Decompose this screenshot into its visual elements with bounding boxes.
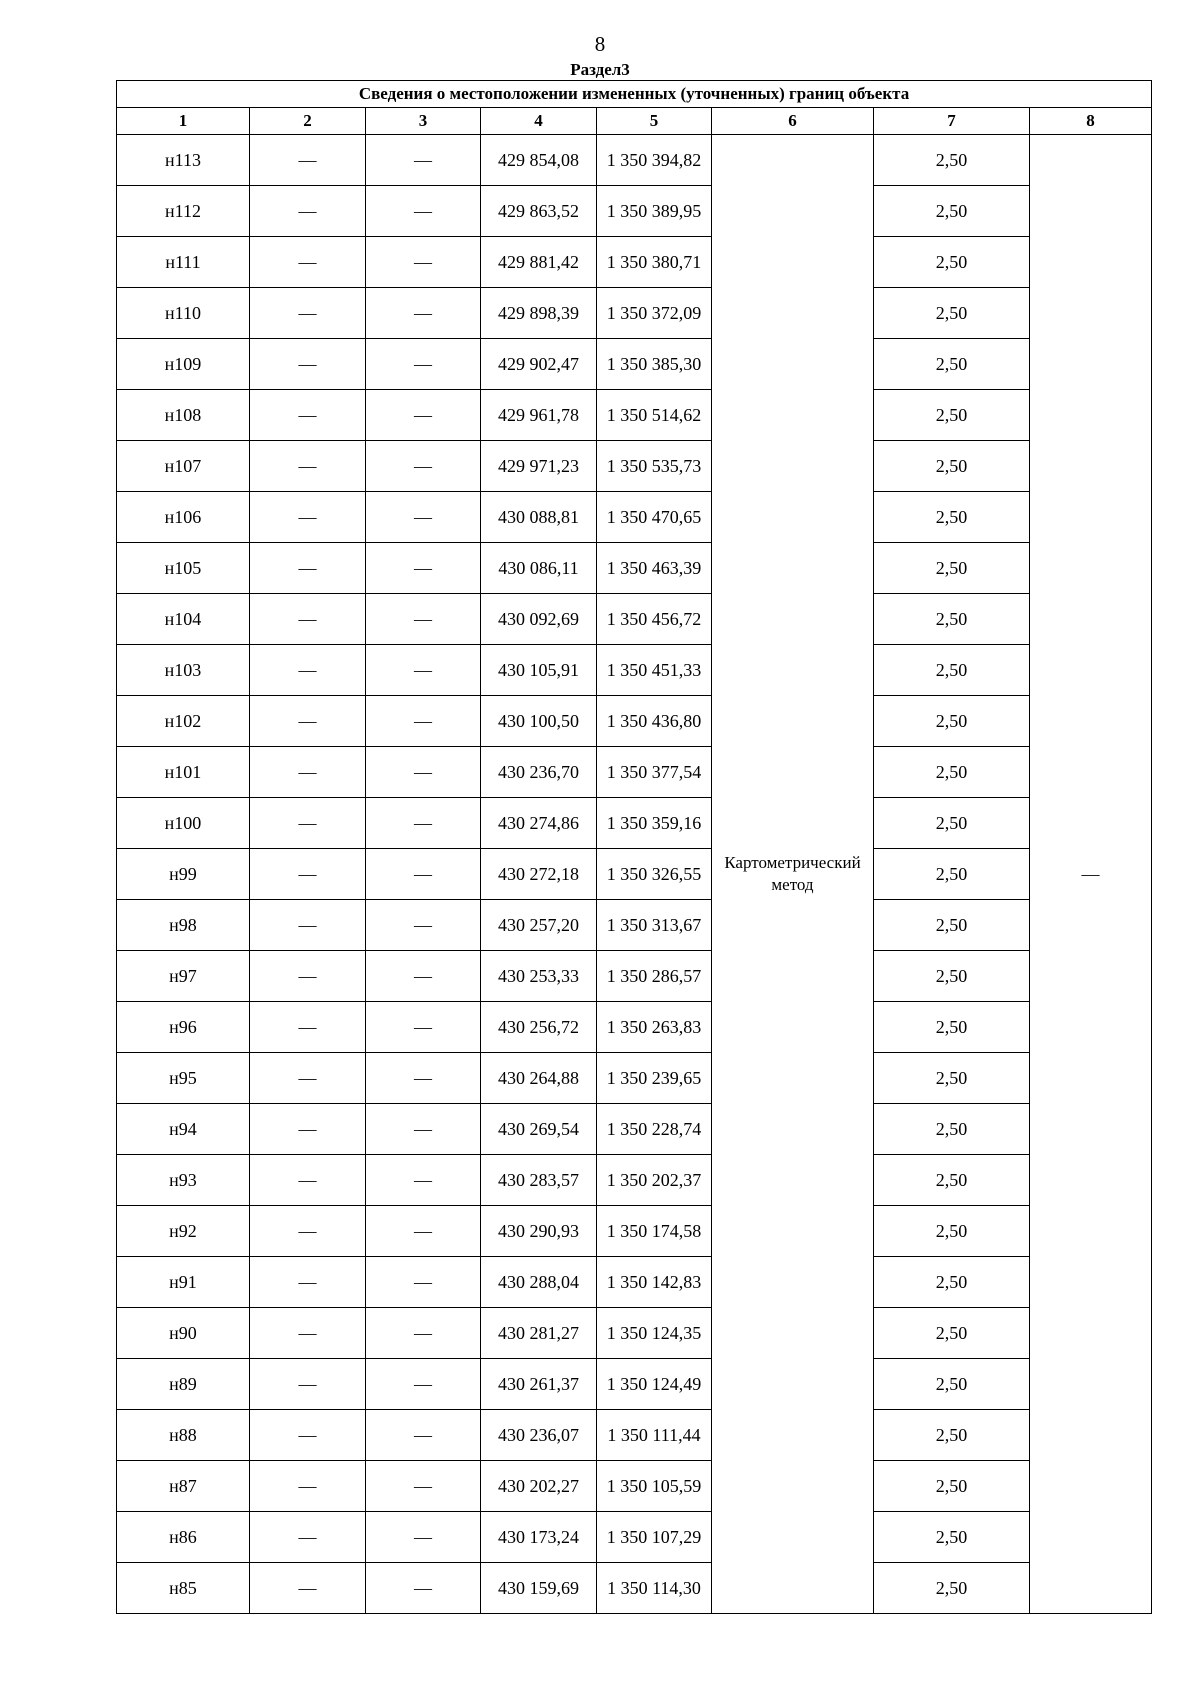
column3-cell: — <box>366 237 481 288</box>
point-cell: н98 <box>117 900 250 951</box>
boundary-coordinates-table <box>116 80 1152 1614</box>
point-cell: н105 <box>117 543 250 594</box>
column3-cell: — <box>366 1002 481 1053</box>
column2-cell: — <box>250 1002 366 1053</box>
column2-cell: — <box>250 798 366 849</box>
y-coordinate-cell: 1 350 124,49 <box>597 1359 712 1410</box>
column-number-row <box>117 108 1152 135</box>
x-coordinate-cell: 430 100,50 <box>481 696 597 747</box>
x-coordinate-cell: 430 283,57 <box>481 1155 597 1206</box>
point-cell: н91 <box>117 1257 250 1308</box>
table-row <box>117 1563 1152 1614</box>
table-row <box>117 1512 1152 1563</box>
y-coordinate-cell: 1 350 436,80 <box>597 696 712 747</box>
accuracy-cell: 2,50 <box>874 1002 1030 1053</box>
table-row <box>117 186 1152 237</box>
table-row <box>117 1359 1152 1410</box>
column-number: 1 <box>117 108 250 135</box>
column2-cell: — <box>250 594 366 645</box>
point-cell: н109 <box>117 339 250 390</box>
accuracy-cell: 2,50 <box>874 1053 1030 1104</box>
table-caption: Сведения о местоположении измененных (уточненных) границ объекта <box>117 81 1152 108</box>
accuracy-cell: 2,50 <box>874 951 1030 1002</box>
table-row <box>117 1410 1152 1461</box>
table-row <box>117 492 1152 543</box>
column-number: 8 <box>1030 108 1152 135</box>
accuracy-cell: 2,50 <box>874 747 1030 798</box>
y-coordinate-cell: 1 350 263,83 <box>597 1002 712 1053</box>
y-coordinate-cell: 1 350 239,65 <box>597 1053 712 1104</box>
accuracy-cell: 2,50 <box>874 543 1030 594</box>
x-coordinate-cell: 430 159,69 <box>481 1563 597 1614</box>
table-row <box>117 849 1152 900</box>
x-coordinate-cell: 429 971,23 <box>481 441 597 492</box>
table-row <box>117 135 1152 186</box>
column3-cell: — <box>366 1155 481 1206</box>
y-coordinate-cell: 1 350 451,33 <box>597 645 712 696</box>
column3-cell: — <box>366 543 481 594</box>
x-coordinate-cell: 430 290,93 <box>481 1206 597 1257</box>
column2-cell: — <box>250 543 366 594</box>
x-coordinate-cell: 430 202,27 <box>481 1461 597 1512</box>
y-coordinate-cell: 1 350 326,55 <box>597 849 712 900</box>
y-coordinate-cell: 1 350 142,83 <box>597 1257 712 1308</box>
x-coordinate-cell: 430 105,91 <box>481 645 597 696</box>
column2-cell: — <box>250 1359 366 1410</box>
accuracy-cell: 2,50 <box>874 288 1030 339</box>
point-cell: н104 <box>117 594 250 645</box>
column3-cell: — <box>366 390 481 441</box>
column-number: 6 <box>712 108 874 135</box>
x-coordinate-cell: 429 898,39 <box>481 288 597 339</box>
column3-cell: — <box>366 1512 481 1563</box>
section-title: Раздел3 <box>570 60 630 79</box>
accuracy-cell: 2,50 <box>874 849 1030 900</box>
table-row <box>117 339 1152 390</box>
x-coordinate-cell: 430 257,20 <box>481 900 597 951</box>
accuracy-cell: 2,50 <box>874 1359 1030 1410</box>
column2-cell: — <box>250 1257 366 1308</box>
table-row <box>117 1257 1152 1308</box>
table-row <box>117 1002 1152 1053</box>
point-cell: н101 <box>117 747 250 798</box>
point-cell: н110 <box>117 288 250 339</box>
column3-cell: — <box>366 339 481 390</box>
accuracy-cell: 2,50 <box>874 186 1030 237</box>
x-coordinate-cell: 430 236,07 <box>481 1410 597 1461</box>
x-coordinate-cell: 430 281,27 <box>481 1308 597 1359</box>
column2-cell: — <box>250 1104 366 1155</box>
column2-cell: — <box>250 492 366 543</box>
table-row <box>117 1155 1152 1206</box>
x-coordinate-cell: 430 088,81 <box>481 492 597 543</box>
accuracy-cell: 2,50 <box>874 1308 1030 1359</box>
table-row <box>117 1206 1152 1257</box>
y-coordinate-cell: 1 350 286,57 <box>597 951 712 1002</box>
x-coordinate-cell: 429 881,42 <box>481 237 597 288</box>
point-cell: н94 <box>117 1104 250 1155</box>
point-cell: н112 <box>117 186 250 237</box>
y-coordinate-cell: 1 350 389,95 <box>597 186 712 237</box>
point-cell: н96 <box>117 1002 250 1053</box>
point-cell: н85 <box>117 1563 250 1614</box>
point-cell: н99 <box>117 849 250 900</box>
point-cell: н102 <box>117 696 250 747</box>
y-coordinate-cell: 1 350 463,39 <box>597 543 712 594</box>
column2-cell: — <box>250 645 366 696</box>
column3-cell: — <box>366 1410 481 1461</box>
accuracy-cell: 2,50 <box>874 594 1030 645</box>
column3-cell: — <box>366 1104 481 1155</box>
column2-cell: — <box>250 1512 366 1563</box>
column3-cell: — <box>366 1053 481 1104</box>
column3-cell: — <box>366 441 481 492</box>
x-coordinate-cell: 430 256,72 <box>481 1002 597 1053</box>
column3-cell: — <box>366 1257 481 1308</box>
point-cell: н89 <box>117 1359 250 1410</box>
accuracy-cell: 2,50 <box>874 1206 1030 1257</box>
y-coordinate-cell: 1 350 202,37 <box>597 1155 712 1206</box>
point-cell: н111 <box>117 237 250 288</box>
table-row <box>117 798 1152 849</box>
column2-cell: — <box>250 441 366 492</box>
accuracy-cell: 2,50 <box>874 441 1030 492</box>
table-row <box>117 441 1152 492</box>
x-coordinate-cell: 430 173,24 <box>481 1512 597 1563</box>
point-cell: н103 <box>117 645 250 696</box>
x-coordinate-cell: 429 863,52 <box>481 186 597 237</box>
y-coordinate-cell: 1 350 359,16 <box>597 798 712 849</box>
y-coordinate-cell: 1 350 385,30 <box>597 339 712 390</box>
x-coordinate-cell: 430 274,86 <box>481 798 597 849</box>
y-coordinate-cell: 1 350 105,59 <box>597 1461 712 1512</box>
y-coordinate-cell: 1 350 535,73 <box>597 441 712 492</box>
accuracy-cell: 2,50 <box>874 1104 1030 1155</box>
x-coordinate-cell: 430 236,70 <box>481 747 597 798</box>
accuracy-cell: 2,50 <box>874 900 1030 951</box>
column2-cell: — <box>250 1563 366 1614</box>
x-coordinate-cell: 430 288,04 <box>481 1257 597 1308</box>
y-coordinate-cell: 1 350 174,58 <box>597 1206 712 1257</box>
point-cell: н88 <box>117 1410 250 1461</box>
column2-cell: — <box>250 135 366 186</box>
table-body <box>117 135 1152 1614</box>
column3-cell: — <box>366 951 481 1002</box>
point-cell: н86 <box>117 1512 250 1563</box>
accuracy-cell: 2,50 <box>874 798 1030 849</box>
column2-cell: — <box>250 1206 366 1257</box>
accuracy-cell: 2,50 <box>874 1410 1030 1461</box>
column2-cell: — <box>250 1308 366 1359</box>
accuracy-cell: 2,50 <box>874 339 1030 390</box>
column3-cell: — <box>366 288 481 339</box>
accuracy-cell: 2,50 <box>874 492 1030 543</box>
column2-cell: — <box>250 237 366 288</box>
x-coordinate-cell: 429 961,78 <box>481 390 597 441</box>
x-coordinate-cell: 430 092,69 <box>481 594 597 645</box>
y-coordinate-cell: 1 350 111,44 <box>597 1410 712 1461</box>
column3-cell: — <box>366 900 481 951</box>
point-cell: н106 <box>117 492 250 543</box>
column8-cell: — <box>1030 135 1152 1614</box>
x-coordinate-cell: 430 269,54 <box>481 1104 597 1155</box>
y-coordinate-cell: 1 350 114,30 <box>597 1563 712 1614</box>
column-number: 4 <box>481 108 597 135</box>
table-row <box>117 900 1152 951</box>
accuracy-cell: 2,50 <box>874 1563 1030 1614</box>
point-cell: н108 <box>117 390 250 441</box>
table-row <box>117 1053 1152 1104</box>
table-row <box>117 1104 1152 1155</box>
method-cell: Картометрический метод <box>712 135 874 1614</box>
column3-cell: — <box>366 1359 481 1410</box>
table-row <box>117 747 1152 798</box>
accuracy-cell: 2,50 <box>874 1512 1030 1563</box>
column3-cell: — <box>366 747 481 798</box>
column2-cell: — <box>250 1155 366 1206</box>
y-coordinate-cell: 1 350 380,71 <box>597 237 712 288</box>
column-number: 7 <box>874 108 1030 135</box>
point-cell: н100 <box>117 798 250 849</box>
column3-cell: — <box>366 1206 481 1257</box>
column3-cell: — <box>366 798 481 849</box>
accuracy-cell: 2,50 <box>874 1461 1030 1512</box>
column2-cell: — <box>250 186 366 237</box>
y-coordinate-cell: 1 350 124,35 <box>597 1308 712 1359</box>
column2-cell: — <box>250 390 366 441</box>
y-coordinate-cell: 1 350 514,62 <box>597 390 712 441</box>
accuracy-cell: 2,50 <box>874 390 1030 441</box>
column3-cell: — <box>366 696 481 747</box>
point-cell: н93 <box>117 1155 250 1206</box>
table-row <box>117 1308 1152 1359</box>
x-coordinate-cell: 430 086,11 <box>481 543 597 594</box>
y-coordinate-cell: 1 350 372,09 <box>597 288 712 339</box>
point-cell: н87 <box>117 1461 250 1512</box>
x-coordinate-cell: 429 854,08 <box>481 135 597 186</box>
column2-cell: — <box>250 849 366 900</box>
y-coordinate-cell: 1 350 228,74 <box>597 1104 712 1155</box>
table-row <box>117 594 1152 645</box>
y-coordinate-cell: 1 350 470,65 <box>597 492 712 543</box>
column2-cell: — <box>250 288 366 339</box>
column2-cell: — <box>250 951 366 1002</box>
y-coordinate-cell: 1 350 313,67 <box>597 900 712 951</box>
table-row <box>117 543 1152 594</box>
column2-cell: — <box>250 1461 366 1512</box>
point-cell: н97 <box>117 951 250 1002</box>
column3-cell: — <box>366 492 481 543</box>
table-row <box>117 288 1152 339</box>
table-row <box>117 951 1152 1002</box>
column2-cell: — <box>250 1053 366 1104</box>
column2-cell: — <box>250 696 366 747</box>
table-row <box>117 237 1152 288</box>
accuracy-cell: 2,50 <box>874 696 1030 747</box>
column2-cell: — <box>250 1410 366 1461</box>
column3-cell: — <box>366 135 481 186</box>
point-cell: н113 <box>117 135 250 186</box>
table-row <box>117 645 1152 696</box>
column2-cell: — <box>250 900 366 951</box>
column3-cell: — <box>366 645 481 696</box>
column3-cell: — <box>366 1563 481 1614</box>
x-coordinate-cell: 430 261,37 <box>481 1359 597 1410</box>
accuracy-cell: 2,50 <box>874 1155 1030 1206</box>
y-coordinate-cell: 1 350 377,54 <box>597 747 712 798</box>
point-cell: н92 <box>117 1206 250 1257</box>
point-cell: н90 <box>117 1308 250 1359</box>
x-coordinate-cell: 429 902,47 <box>481 339 597 390</box>
column3-cell: — <box>366 186 481 237</box>
x-coordinate-cell: 430 264,88 <box>481 1053 597 1104</box>
column-number: 5 <box>597 108 712 135</box>
y-coordinate-cell: 1 350 107,29 <box>597 1512 712 1563</box>
table-row <box>117 696 1152 747</box>
column3-cell: — <box>366 594 481 645</box>
column-number: 3 <box>366 108 481 135</box>
table-row <box>117 390 1152 441</box>
column2-cell: — <box>250 747 366 798</box>
column2-cell: — <box>250 339 366 390</box>
y-coordinate-cell: 1 350 394,82 <box>597 135 712 186</box>
x-coordinate-cell: 430 253,33 <box>481 951 597 1002</box>
x-coordinate-cell: 430 272,18 <box>481 849 597 900</box>
column3-cell: — <box>366 849 481 900</box>
page-number: 8 <box>594 32 606 56</box>
point-cell: н95 <box>117 1053 250 1104</box>
y-coordinate-cell: 1 350 456,72 <box>597 594 712 645</box>
table-row <box>117 1461 1152 1512</box>
column3-cell: — <box>366 1308 481 1359</box>
accuracy-cell: 2,50 <box>874 645 1030 696</box>
accuracy-cell: 2,50 <box>874 135 1030 186</box>
accuracy-cell: 2,50 <box>874 237 1030 288</box>
column-number: 2 <box>250 108 366 135</box>
accuracy-cell: 2,50 <box>874 1257 1030 1308</box>
point-cell: н107 <box>117 441 250 492</box>
column3-cell: — <box>366 1461 481 1512</box>
